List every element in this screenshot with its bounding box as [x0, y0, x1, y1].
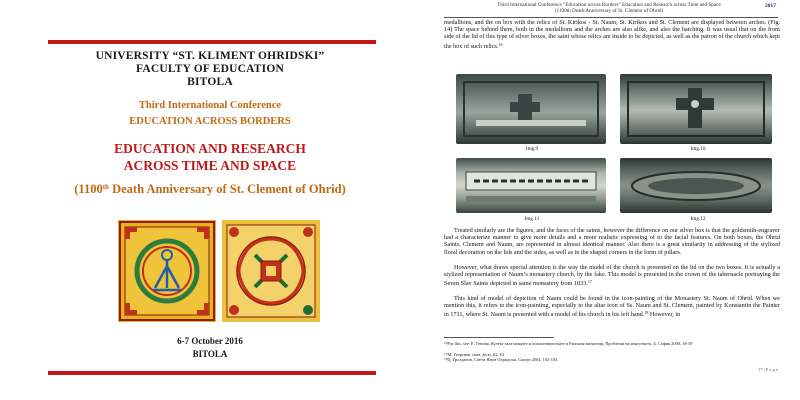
running-header [456, 2, 762, 14]
bottom-red-rule [48, 371, 376, 375]
left-emblem-image [118, 220, 216, 322]
proceedings-title-line2: ACROSS TIME AND SPACE [123, 158, 297, 173]
faculty-name: FACULTY OF EDUCATION [136, 63, 284, 75]
figure-img11-caption: Img.11 [524, 216, 540, 222]
conference-date: 6-7 October 2016 [177, 336, 243, 346]
conference-city: BITOLA [192, 349, 228, 359]
top-red-rule [48, 40, 376, 44]
figure-img9-caption: Img.9 [525, 146, 539, 152]
article-page [420, 0, 800, 400]
proceedings-title-line1: EDUCATION AND RESEARCH [114, 141, 306, 156]
university-name: UNIVERSITY “ST. KLIMENT OHRIDSKI” [95, 50, 325, 62]
paragraph-church-model: However, what draws special attention is the way the model of the church is presented on the lid on the two boxes. It is actually a stylized representation of Naum’s monastery church, by the fake. This model is presented in the crown of the tabernacle portraying the Seven Slav Saints depicted in same monastery from 1833.17 [444, 264, 780, 288]
figure-img12-photo [620, 158, 772, 213]
figure-img10-photo [620, 74, 772, 144]
conference-edition: Third International Conference [138, 100, 282, 111]
paragraph-intro: medallions, and the on box with the relics of St. Kirikos - St. Naum, St. Kirikos and St. Clement are displayed between arches. (Fig. 14) The space behind them, both in the medallions and the arches are also alike, and also the hatching. It was usual that on the front side of the lid of this type of silver boxes, the saint whose relics are inside to be depicted, as well as the patron of the church which kept the box of such relics.$^{16}$ [444, 19, 780, 50]
figure-img9-photo [456, 74, 606, 144]
footnote-17: $^{17}$М. Георгиев, наш. дело, 62, 63 [444, 352, 505, 357]
running-header-line1: Third International Conference “Education across Borders” Education and Research across Time and Space [497, 2, 721, 8]
footnote-divider [444, 337, 554, 338]
paragraph-comparison: Treated similarly are the figures, and the faces of the saints, however the difference on our silver box is that the goldsmith-engraver had a characterize manner to give more details and a more realistic expressing of to the facial features. On both boxes, the Ohrid Saints, Clement and Naum, are represented in almost identical manner. Also there is a great similarity in addressing of the stylized floral decoration on the lids and the sides, as well as in the shaped corners in the form of pillars. [444, 227, 780, 256]
header-page-number: 2017 [764, 3, 776, 9]
page-footer-number: 17 | P a g e [757, 367, 778, 372]
conference-name: EDUCATION ACROSS BORDERS [129, 116, 291, 127]
paragraph-icon-painting: This kind of model of depiction of Naum could be found in the icon-painting of the Monastery St. Naum of Ohrid. When we mention this, it refers to the icon-painting, especially to the altar icon of Ss. Naum and St. Clement, painted by Konstantin the Painter in 1711, where St. Naum is presented with a model of his church in his left hand.$^{18}$ However, in [444, 295, 780, 319]
figure-img12-caption: Img.12 [690, 216, 706, 222]
figure-img11-photo [456, 158, 606, 213]
footnote-16: $^{16}$For this, see: Е. Генова, Култът към мощите и поклонническите в Рилския манастир, Проблеми на изкуството, 4, София 2000, 18-39 [444, 341, 693, 346]
footnote-18: $^{18}$Ц. Грозданов, Свети Наум Охридски, Скопје 2004, 102-104 [444, 357, 558, 362]
anniversary-subtitle: (1100th Death Anniversary of St. Clement of Ohrid) [74, 182, 346, 196]
figure-img10-caption: Img.10 [690, 146, 706, 152]
header-divider [444, 17, 778, 18]
right-emblem-image [222, 220, 320, 322]
university-city: BITOLA [187, 76, 233, 88]
running-header-line2: (1100th Death Anniversary of St. Clement of Ohrid) [554, 8, 664, 14]
